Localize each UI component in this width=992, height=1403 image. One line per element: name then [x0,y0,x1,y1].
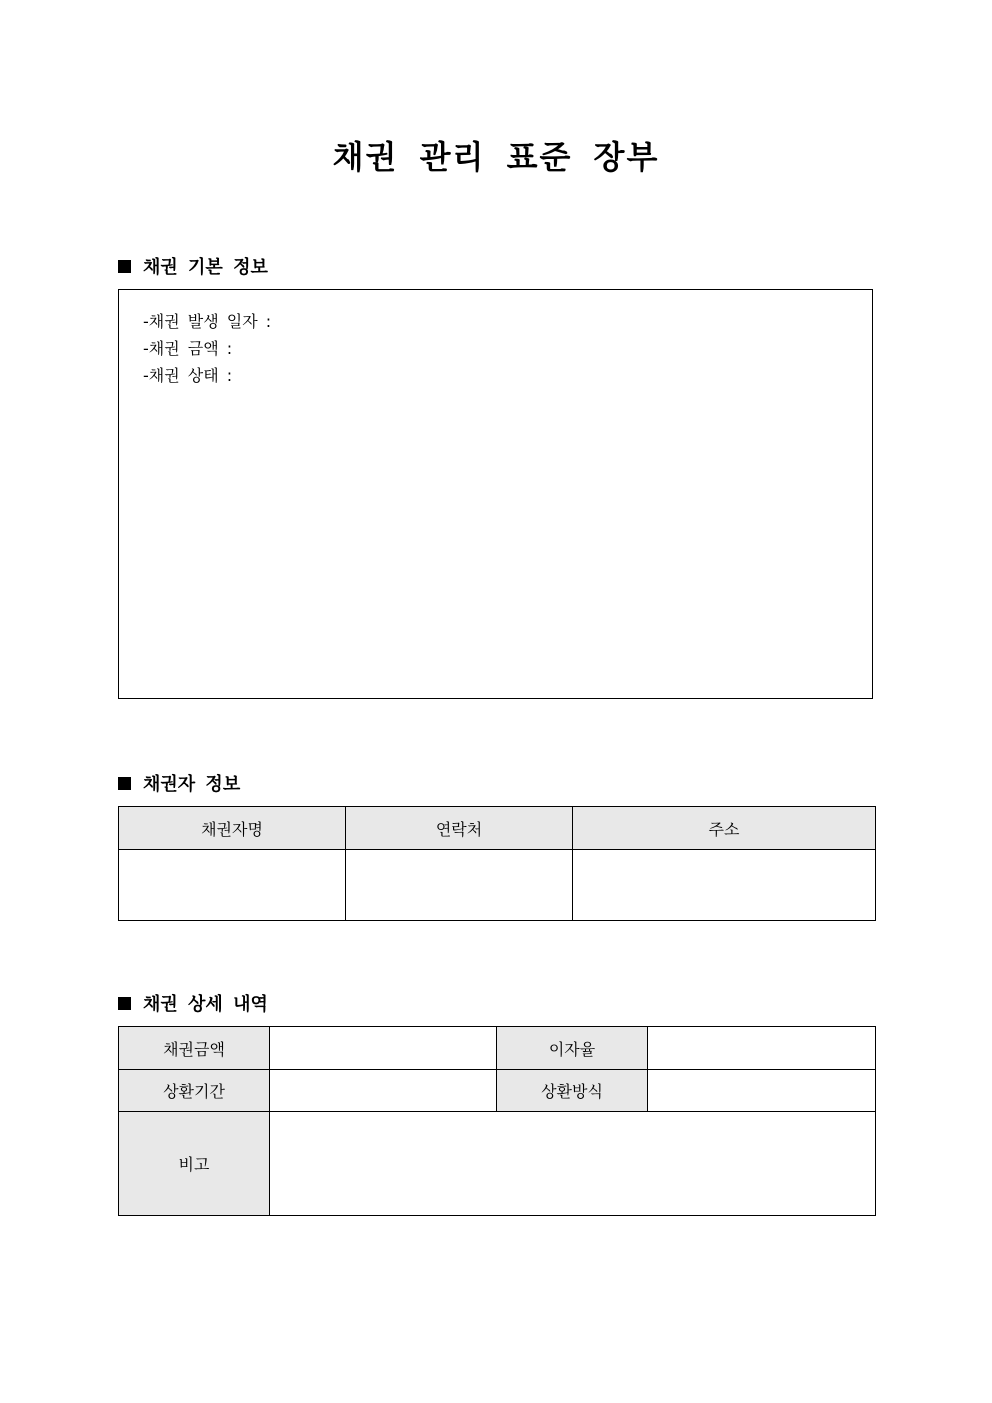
section-heading-label: 채권 기본 정보 [143,257,268,278]
column-header-address: 주소 [573,807,876,850]
section-heading-label: 채권 상세 내역 [143,994,268,1015]
value-interest-rate-cell[interactable] [648,1027,876,1070]
address-cell[interactable] [573,850,876,921]
section-heading-detail [118,990,268,1016]
square-bullet-icon [118,997,131,1010]
label-interest-rate: 이자율 [497,1027,648,1070]
section-heading-creditor-info [118,770,240,796]
info-line-status: -채권 상태 : [143,366,233,385]
table-row [119,1027,876,1070]
square-bullet-icon [118,777,131,790]
section-heading-label: 채권자 정보 [143,774,241,795]
contact-cell[interactable] [346,850,573,921]
info-line-amount: -채권 금액 : [143,339,233,358]
column-header-contact: 연락처 [346,807,573,850]
creditor-name-cell[interactable] [119,850,346,921]
table-row [119,850,876,921]
column-header-creditor-name: 채권자명 [119,807,346,850]
table-row [119,1070,876,1112]
value-remarks-cell[interactable] [270,1112,876,1216]
basic-info-box [118,289,873,699]
label-repayment-method: 상환방식 [497,1070,648,1112]
section-heading-basic-info [118,253,268,279]
detail-table [118,1026,876,1216]
label-amount: 채권금액 [119,1027,270,1070]
label-remarks: 비고 [119,1112,270,1216]
value-repayment-period-cell[interactable] [270,1070,497,1112]
creditor-table [118,806,876,921]
label-repayment-period: 상환기간 [119,1070,270,1112]
info-line-issue-date: -채권 발생 일자 : [143,312,272,331]
document-title: 채권 관리 표준 장부 [332,138,660,176]
table-row [119,1112,876,1216]
value-repayment-method-cell[interactable] [648,1070,876,1112]
value-amount-cell[interactable] [270,1027,497,1070]
table-header-row [119,807,876,850]
square-bullet-icon [118,260,131,273]
